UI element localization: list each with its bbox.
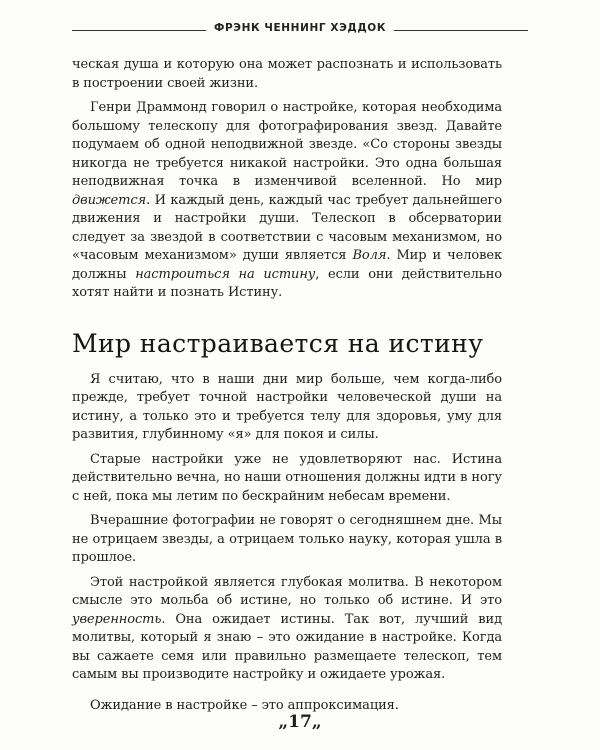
paragraph-world-needs-tuning: [72, 371, 502, 445]
paragraph-text: ческая душа и которую она может распознать и использовать в построении своей жизни.: [72, 57, 502, 91]
emphasis-text: движется: [72, 192, 147, 208]
emphasis-text: Воля: [352, 248, 387, 263]
emphasis-text: уверенность: [72, 611, 162, 627]
paragraph-text: Ожидание в настройке – это аппроксимация.: [90, 697, 399, 713]
paragraph-text: . Она ожидает истины. Так вот, лучший вид молитвы, который я знаю – это ожидание в настройке. Когда вы сажаете семя или правильно размещаете телескоп, тем самым вы производите настройку и ожидаете урожая.: [72, 611, 502, 682]
paragraph-text: Генри Драммонд говорил о настройке, которая необходима большому телескопу для фотографирования звезд. Давайте подумаем об одной неподвижной звезде. «Со стороны звезды никогда не требуется никакой настройки. Это одна большая неподвижная точка в изменчивой вселенной. Но мир: [72, 100, 502, 189]
paragraph-continuation: [72, 56, 502, 93]
page-number: „17„: [278, 712, 322, 732]
paragraph-drummond: [72, 99, 502, 303]
paragraph-yesterday-photos: [72, 512, 502, 568]
running-header: [72, 20, 528, 40]
page-content: [72, 56, 502, 715]
paragraph-text: Вчерашние фотографии не говорят о сегодняшнем дне. Мы не отрицаем звезды, а отрицаем только науку, которая ушла в прошлое.: [72, 513, 502, 565]
paragraph-text: Старые настройки уже не удовлетворяют нас. Истина действительно вечна, но наши отношения должны идти в ногу с ней, пока мы летим по бескрайним небесам времени.: [72, 451, 502, 504]
paragraph-text: Этой настройкой является глубокая молитва. В некотором смысле это мольба об истине, но только об истине. И это: [72, 574, 502, 608]
paragraph-text: . Мир и человек должны: [72, 248, 502, 282]
emphasis-text: настроиться на истину: [135, 266, 316, 282]
header-title: ФРЭНК ЧЕННИНГ ХЭДДОК: [206, 22, 394, 34]
paragraph-text: . И каждый день, каждый час требует дальнейшего движения и настройки души. Телескоп в обсерватории следует за звездой в соответствии с часовым механизмом, но «часовым механизмом» души является: [72, 192, 502, 263]
paragraph-old-settings: [72, 451, 502, 507]
paragraph-prayer: [72, 574, 502, 685]
section-heading: Мир настраивается на истину: [72, 328, 484, 358]
paragraph-text: Я считаю, что в наши дни мир больше, чем когда-либо прежде, требует точной настройки человеческой души на истину, а только это и требуется телу для здоровья, уму для развития, глубинному «я» для покоя и силы.: [72, 371, 502, 442]
paragraph-text: , если они действительно хотят найти и познать Истину.: [72, 266, 503, 300]
